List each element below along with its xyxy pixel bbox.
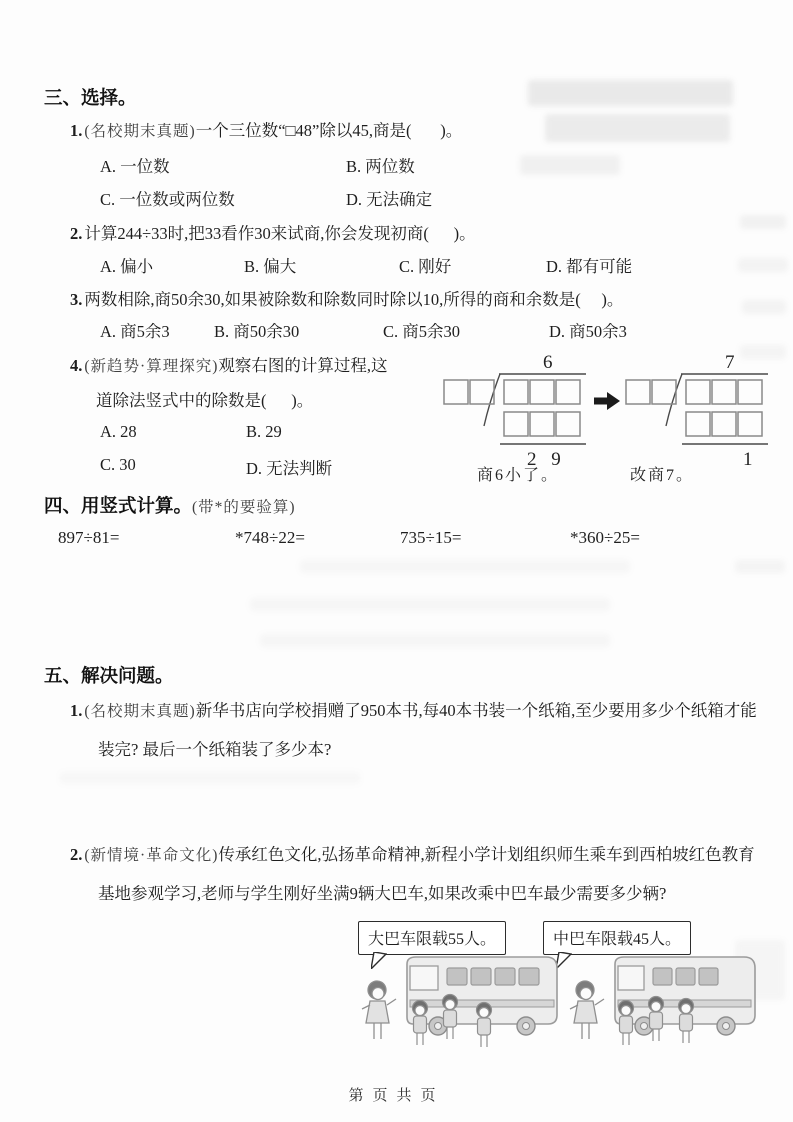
division-diagram-left [443, 350, 593, 470]
q3-option-c: C. 商5余30 [383, 322, 461, 341]
bleedthrough-artifact [735, 560, 785, 573]
child-figure [649, 997, 664, 1042]
q3-option-b: B. 商50余30 [214, 322, 300, 341]
q4-option-c: C. 30 [100, 455, 136, 474]
bleedthrough-artifact [742, 300, 786, 314]
bleedthrough-artifact [250, 598, 610, 611]
q2-option-b: B. 偏大 [244, 257, 297, 276]
bubble-mid-bus [543, 921, 691, 955]
choice-q4-line1 [70, 352, 388, 376]
arrow-right-icon [594, 392, 620, 410]
bubble-mid-bus-text: 中巴车限载45人。 [553, 931, 682, 948]
q3-option-a: A. 商5余3 [100, 322, 170, 341]
calc-problem-3: 735÷15= [400, 528, 462, 547]
child-figure [619, 1001, 634, 1046]
solve-q2 [70, 836, 766, 914]
q2-text: 计算244÷33时,把33看作30来试商,你会发现初商( )。 [84, 224, 476, 243]
child-figure [413, 1001, 428, 1046]
q4-option-b: B. 29 [246, 422, 282, 441]
solve-q1-tag: (名校期末真题) [84, 703, 196, 720]
teacher-figure [362, 981, 396, 1039]
q2-number: 2. [70, 224, 83, 243]
bleedthrough-artifact [528, 80, 733, 106]
q3-option-d: D. 商50余3 [549, 322, 627, 341]
q1-tag: (名校期末真题) [84, 123, 196, 140]
solve-q1 [70, 692, 766, 770]
remainder-digits: 1 [743, 449, 753, 470]
section-vertical-heading-row [44, 492, 296, 518]
choice-q4-line2 [96, 387, 313, 411]
choice-q3 [70, 286, 623, 310]
solve-q1-text: 新华书店向学校捐赠了950本书,每40本书装一个纸箱,至少要用多少个纸箱才能装完? 最后一个纸箱装了多少本? [98, 701, 757, 759]
solve-q1-number: 1. [70, 701, 83, 720]
page-footer: 第页共页 [348, 1088, 445, 1104]
q2-option-d: D. 都有可能 [546, 257, 633, 276]
q1-option-d: D. 无法确定 [346, 190, 433, 209]
bleedthrough-artifact [60, 772, 360, 784]
q1-number: 1. [70, 121, 83, 140]
calc-problem-2: *748÷22= [235, 528, 305, 547]
bleedthrough-artifact [260, 634, 610, 647]
q4-number: 4. [70, 356, 83, 375]
teacher-figure [570, 981, 604, 1039]
q1-text: 一个三位数“□48”除以45,商是( )。 [195, 121, 463, 140]
q4-text-line1: 观察右图的计算过程,这 [218, 356, 388, 375]
quotient-digit: 7 [725, 352, 735, 373]
child-figure [477, 1003, 492, 1048]
q3-text: 两数相除,商50余30,如果被除数和除数同时除以10,所得的商和余数是( )。 [84, 290, 624, 309]
choice-q2 [70, 220, 476, 244]
solve-q2-text: 传承红色文化,弘扬革命精神,新程小学计划组织师生乘车到西柏坡红色教育基地参观学习,老师与学生刚好坐满9辆大巴车,如果改乘中巴车最少需要多少辆? [98, 845, 755, 903]
section-vertical-note: (带*的要验算) [192, 499, 296, 516]
q1-option-c: C. 一位数或两位数 [100, 190, 235, 209]
diagram-left-caption: 商6小了。 [477, 467, 560, 484]
section-vertical-heading: 四、用竖式计算。 [44, 497, 193, 517]
q4-text-line2: 道除法竖式中的除数是( )。 [96, 391, 314, 410]
bleedthrough-artifact [738, 258, 788, 272]
q1-option-b: B. 两位数 [346, 157, 415, 176]
q4-option-a: A. 28 [100, 422, 137, 441]
division-diagram-right [625, 350, 775, 470]
q4-tag: (新趋势·算理探究) [84, 358, 219, 375]
remainder-digits: 2 9 [527, 449, 566, 470]
solve-q2-tag: (新情境·革命文化) [84, 847, 219, 864]
calc-problem-4: *360÷25= [570, 528, 640, 547]
q2-option-a: A. 偏小 [100, 257, 154, 276]
bleedthrough-artifact [300, 560, 630, 573]
big-bus-illustration [350, 952, 565, 1070]
section-choice-heading: 三、选择。 [44, 89, 137, 109]
bubble-big-bus [358, 921, 506, 955]
calc-problem-1: 897÷81= [58, 528, 120, 547]
section-solve-heading: 五、解决问题。 [44, 667, 174, 687]
bleedthrough-artifact [520, 155, 620, 175]
diagram-right-caption: 改商7。 [630, 467, 695, 484]
quotient-digit: 6 [543, 352, 553, 373]
q3-number: 3. [70, 290, 83, 309]
q1-option-a: A. 一位数 [100, 157, 170, 176]
bubble-big-bus-text: 大巴车限载55人。 [368, 931, 497, 948]
q4-option-d: D. 无法判断 [246, 459, 333, 478]
bleedthrough-artifact [545, 114, 730, 142]
choice-q1 [70, 117, 462, 141]
mid-bus-illustration [558, 952, 773, 1070]
child-figure [679, 999, 694, 1044]
bleedthrough-artifact [740, 215, 786, 229]
q2-option-c: C. 刚好 [399, 257, 452, 276]
solve-q2-number: 2. [70, 845, 83, 864]
